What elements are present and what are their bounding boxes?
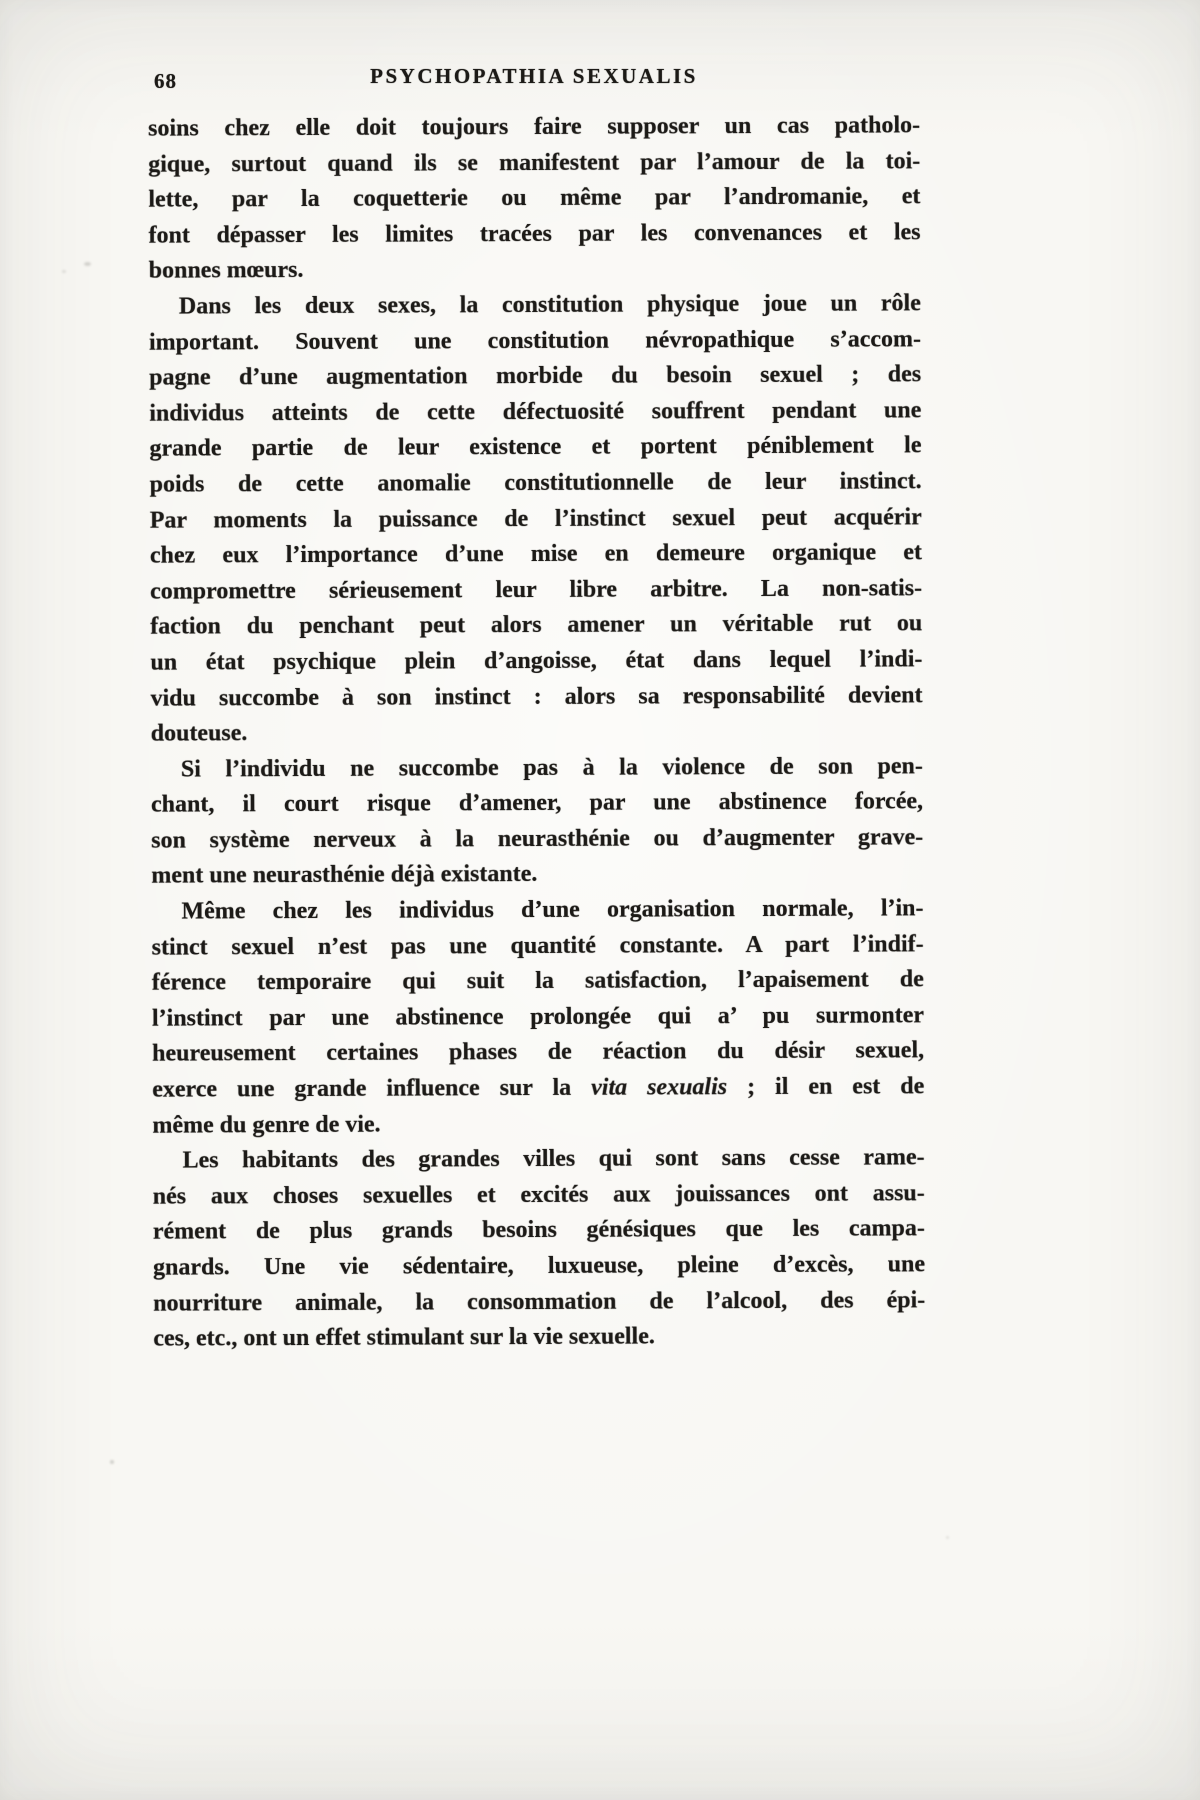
text-line: bonnes mœurs. [148, 257, 304, 285]
text-line: chez eux l’importance d’une mise en demeure organique et [149, 539, 922, 569]
text-line: poids de cette anomalie constitutionnelle de leur instinct. [149, 468, 922, 498]
text-line: gique, surtout quand ils se manifestent par l’amour de la toi- [148, 147, 921, 178]
text-line: chant, il court risque d’amener, par une abstinence forcée, [150, 788, 924, 818]
text-line: ment une neurasthénie déjà existante. [151, 861, 538, 890]
text-line: Les habitants des grandes villes qui sont sans cesse rame- [182, 1144, 925, 1174]
text-line: lette, par la coquetterie ou même par l’andromanie, et [148, 183, 921, 213]
body-paragraph [148, 108, 921, 289]
text-line: font dépasser les limites tracées par les convenances et les [148, 219, 921, 249]
text-line [152, 1069, 924, 1108]
text-line: compromettre sérieusement leur libre arbitre. La non-satis- [150, 575, 923, 605]
body-paragraph [151, 749, 924, 895]
text-line: grande partie de leur existence et portent péniblement le [149, 432, 922, 463]
text-line: soins chez elle doit toujours faire supposer un cas patholo- [148, 112, 921, 142]
scan-speck [110, 1460, 114, 1464]
text-line: faction du penchant peut alors amener un véritable rut ou [150, 610, 923, 640]
text-segment: exerce une grande influence sur la [152, 1074, 592, 1103]
text-line: douteuse. [150, 720, 248, 747]
text-line: l’instinct par une abstinence prolongée qui a’ pu surmonter [151, 1002, 925, 1032]
scan-speck [946, 1536, 949, 1539]
text-line: même du genre de vie. [152, 1111, 381, 1139]
text-line: vidu succombe à son instinct : alors sa responsabilité devient [150, 681, 923, 712]
italic-text-segment: vita sexualis [591, 1074, 728, 1101]
body-paragraph [153, 1141, 926, 1358]
page-number: 68 [154, 69, 177, 93]
scan-speck [62, 270, 66, 273]
text-line: nourriture animale, la consommation de l’alcool, des épi- [153, 1286, 926, 1317]
text-line: heureusement certaines phases de réaction du désir sexuel, [152, 1037, 925, 1068]
text-line: Par moments la puissance de l’instinct sexuel peut acquérir [149, 503, 922, 534]
page-body [148, 108, 925, 1357]
text-line: nés aux choses sexuelles et excités aux jouissances ont assu- [152, 1180, 925, 1210]
body-paragraph [151, 891, 924, 1144]
text-line: son système nerveux à la neurasthénie ou d’augmenter grave- [151, 824, 924, 854]
body-paragraph [149, 286, 923, 752]
text-segment: ; il en est de [727, 1073, 925, 1101]
text-line: rément de plus grands besoins génésiques que les campa- [152, 1215, 925, 1246]
scan-speck [84, 262, 91, 266]
text-line: gnards. Une vie sédentaire, luxueuse, pleine d’excès, une [152, 1251, 926, 1281]
text-line: Même chez les individus d’une organisation normale, l’in- [181, 895, 924, 925]
running-title: PSYCHOPATHIA SEXUALIS [370, 64, 698, 88]
text-line: important. Souvent une constitution névropathique s’accom- [148, 325, 922, 356]
text-line: Dans les deux sexes, la constitution physique joue un rôle [178, 290, 921, 320]
text-line: Si l’individu ne succombe pas à la violence de son pen- [180, 752, 923, 783]
text-line: individus atteints de cette défectuosité souffrent pendant une [149, 397, 922, 427]
text-line: un état psychique plein d’angoisse, état dans lequel l’indi- [150, 646, 923, 676]
text-line: ces, etc., ont un effet stimulant sur la vie sexuelle. [153, 1323, 655, 1352]
page-header [148, 64, 920, 98]
text-line: pagne d’une augmentation morbide du besoin sexuel ; des [149, 361, 922, 391]
text-line: stinct sexuel n’est pas une quantité constante. A part l’indif- [151, 930, 924, 961]
text-line: férence temporaire qui suit la satisfaction, l’apaisement de [151, 966, 924, 996]
